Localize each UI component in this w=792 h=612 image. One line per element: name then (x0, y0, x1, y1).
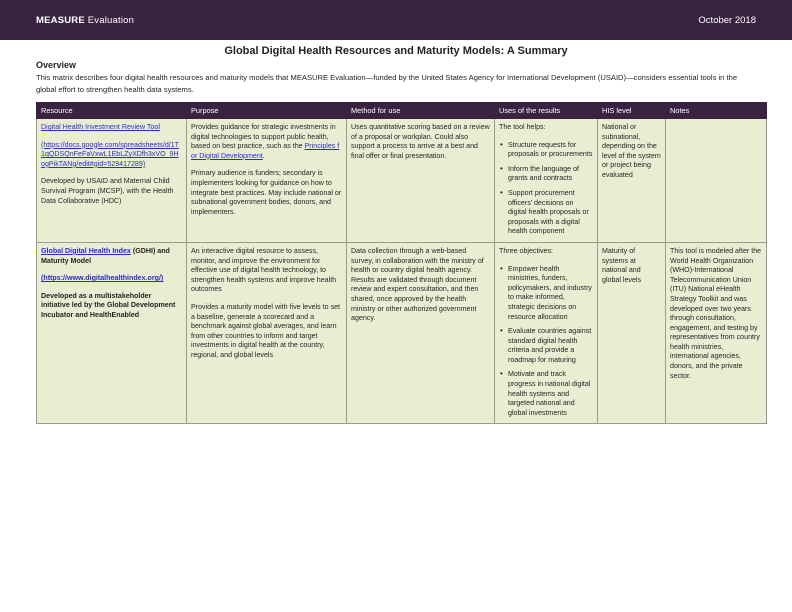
overview-paragraph: This matrix describes four digital health resources and maturity models that MEASURE Evaluation—funded by the United States Agency for International Development (USAID)—considers essential tools in the global effort to strengthen health data systems. (36, 73, 738, 94)
overview-heading: Overview (36, 60, 77, 70)
purpose-maturity-model-text: Provides a maturity model with five levels to set a baseline, generate a scorecard and a benchmark against global averages, and learn from other countries to inform and target investments in digital health at the country, regional, and global levels (191, 302, 341, 359)
resources-matrix-table (36, 102, 767, 424)
resource-link-dhirt[interactable]: Digital Health Investment Review Tool (41, 123, 160, 131)
his-level-text: Maturity of systems at national and global levels (602, 246, 642, 284)
cell-method (347, 242, 495, 424)
column-header-uses: Uses of the results (495, 103, 598, 119)
brand-logo (36, 15, 134, 26)
uses-intro: The tool helps: (499, 123, 546, 131)
method-text: Data collection through a web-based survey, in collaboration with the ministry of health or country digital health agency. Results are validated through document review and expert consultation, and then shared, once approved by the health ministry or other authorized government agency. (351, 246, 484, 323)
cell-resource (37, 119, 187, 243)
purpose-text-post: . (262, 151, 265, 160)
purpose-text-pre: Provides guidance for strategic investments in digital technologies to support public health, based on best practice, such as the (191, 123, 336, 151)
cell-resource (37, 242, 187, 424)
page-title: Global Digital Health Resources and Maturity Models: A Summary (224, 45, 568, 57)
list-item: • Support procurement officers’ decisions on digital health proposals or proposals with a digital health component (508, 189, 593, 237)
purpose-audience-text: Primary audience is funders; secondary is implementers looking for guidance on how to integrate best practices. May include national or subnational government bodies, donors, and implementers. (191, 169, 342, 216)
column-header-resource: Resource (37, 103, 187, 119)
brand-name-light: Evaluation (84, 14, 135, 26)
resource-link-gdhi[interactable]: Global Digital Health Index (41, 246, 131, 255)
cell-method (347, 119, 495, 243)
title-container (0, 45, 792, 57)
brand-name-bold: MEASURE (36, 14, 85, 26)
resource-url-dhirt[interactable]: (https://docs.google.com/spreadsheets/d/1T1qQDSQnFeFaVxwL1EbLZyXDfh3xVO_9HogPikTANg/edit#gid=529417289) (41, 140, 180, 168)
cell-purpose (187, 119, 347, 243)
list-item: • Inform the language of grants and contracts (508, 165, 593, 184)
table-header-row (37, 103, 767, 119)
page-header-band (0, 0, 792, 40)
list-item: • Motivate and track progress in national digital health systems and targeted national and global investments (508, 370, 593, 418)
resource-url-gdhi[interactable]: (https://www.digitalhealthindex.org/) (41, 274, 164, 283)
cell-purpose (187, 242, 347, 424)
cell-uses (495, 242, 598, 424)
notes-text: This tool is modeled after the World Health Organization (WHO)-International Telecommunication Union (ITU) National eHealth Strategy Toolkit and was developed over two years through consultation, engagement, and testing by representatives from country health ministries, international agencies, donors, and the private sector. (670, 246, 762, 380)
uses-intro: Three objectives: (499, 246, 554, 255)
column-header-purpose: Purpose (187, 103, 347, 119)
table-row (37, 242, 767, 424)
his-level-text: National or subnational, depending on the level of the system or project being evaluated (602, 123, 661, 179)
column-header-his-level: HIS level (598, 103, 666, 119)
list-item: • Empower health ministries, funders, policymakers, and industry to make informed, strategic decisions on resource allocation (508, 265, 593, 323)
cell-his-level (598, 242, 666, 424)
cell-his-level (598, 119, 666, 243)
cell-uses (495, 119, 598, 243)
resource-developed-by: Developed as a multistakeholder initiative led by the Global Development Incubator and HealthEnabled (41, 291, 176, 319)
purpose-text-main: An interactive digital resource to assess, monitor, and improve the environment for effective use of digital health technology, to strengthen health systems and improve health outcomes (191, 246, 337, 294)
cell-notes (666, 242, 767, 424)
uses-bullet-list (499, 141, 593, 237)
table-row (37, 119, 767, 243)
resource-developed-by: Developed by USAID and Maternal Child Survival Program (MCSP), with the Health Data Collaborative (HDC) (41, 177, 174, 205)
resource-title-suffix: (GDHI) and Maturity Model (41, 246, 170, 265)
column-header-method: Method for use (347, 103, 495, 119)
column-header-notes: Notes (666, 103, 767, 119)
principles-for-digital-development-link[interactable]: Principles for Digital Development (191, 142, 340, 160)
list-item: • Evaluate countries against standard digital health criteria and provide a roadmap for maturing (508, 327, 593, 365)
publication-date: October 2018 (698, 14, 756, 26)
uses-bullet-list (499, 265, 593, 419)
list-item: • Structure requests for proposals or procurements (508, 141, 593, 160)
cell-notes (666, 119, 767, 243)
method-text: Uses quantitative scoring based on a review of a proposal or workplan. Could also support a process to arrive at a best and final offer or final presentation. (351, 123, 490, 160)
